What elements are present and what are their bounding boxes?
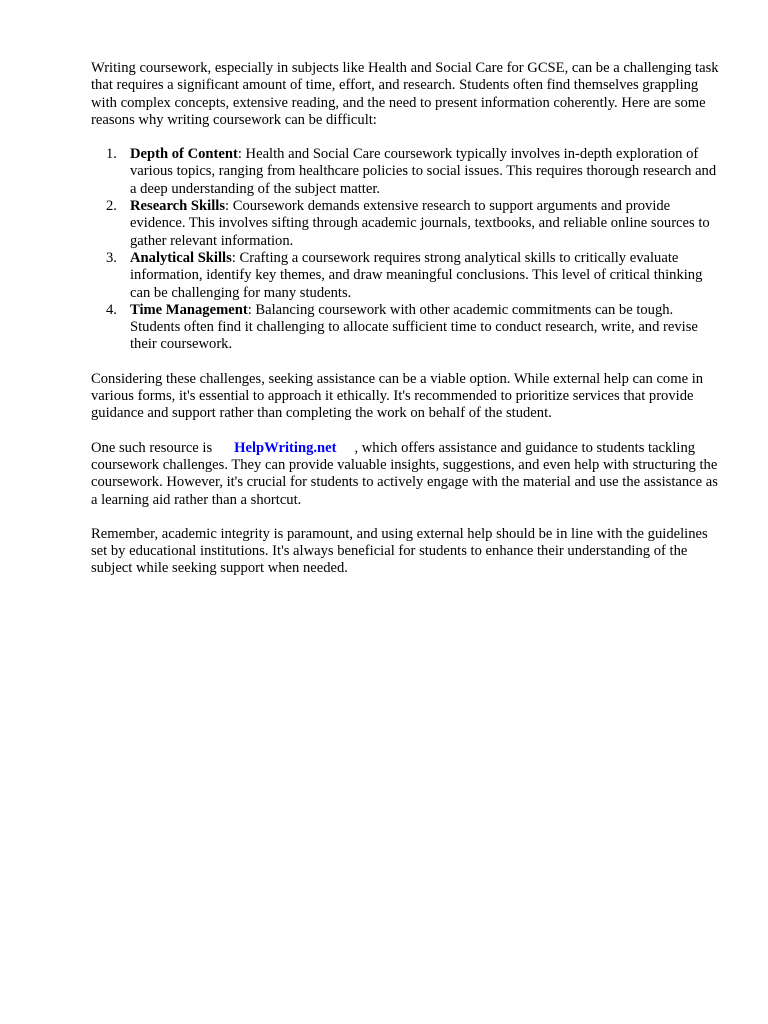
list-item-number: 2.	[106, 198, 117, 215]
list-item-separator: :	[231, 249, 240, 266]
closing-paragraph: Remember, academic integrity is paramount, and using external help should be in line with the guidelines set by educational institutions. It's always beneficial for students to enhance their understanding of the subject while seeking support when needed.	[91, 525, 708, 577]
list-item-term: Research Skills	[130, 198, 226, 215]
list-item-term: Depth of Content	[130, 146, 238, 163]
reasons-list	[91, 146, 721, 354]
list-item	[106, 249, 721, 302]
list-item-separator: :	[225, 198, 233, 215]
helpwriting-link[interactable]: HelpWriting.net	[234, 439, 337, 456]
list-item-term: Analytical Skills	[130, 249, 232, 266]
list-item-number: 1.	[106, 146, 117, 163]
list-item-text: Balancing coursework with other academic commitments can be tough. Students often find it challenging to allocate sufficient time to conduct research, write, and revise their coursework.	[130, 301, 698, 353]
document-page	[91, 60, 721, 578]
list-item-term: Time Management	[130, 301, 248, 318]
list-item	[106, 198, 721, 250]
resource-paragraph	[91, 440, 721, 509]
list-item-text: Health and Social Care coursework typically involves in-depth exploration of various topics, ranging from healthcare policies to social issues. This requires thorough research and a deep understanding of the subject matter.	[130, 146, 717, 197]
resource-text-before: One such resource is	[91, 439, 213, 456]
considering-paragraph: Considering these challenges, seeking assistance can be a viable option. While external help can come in various forms, it's essential to approach it ethically. It's recommended to prioritize services that provide guidance and support rather than completing the work on behalf of the student.	[91, 370, 704, 422]
list-item-text: Coursework demands extensive research to support arguments and provide evidence. This involves sifting through academic journals, textbooks, and reliable online sources to gather relevant information.	[130, 198, 710, 249]
list-item	[106, 301, 721, 354]
resource-text-after: , which offers assistance and guidance to students tackling coursework challenges. They can provide valuable insights, suggestions, and even help with structuring the coursework. However, it's crucial for students to actively engage with the material and use the assistance as a learning aid rather than a shortcut.	[91, 439, 718, 508]
intro-paragraph: Writing coursework, especially in subjects like Health and Social Care for GCSE, can be a challenging task that requires a significant amount of time, effort, and research. Students often find themselves grappling with complex concepts, extensive reading, and the need to present information coherently. Here are some reasons why writing coursework can be difficult:	[91, 60, 719, 128]
list-item-separator: :	[237, 146, 246, 163]
list-item-number: 3.	[106, 249, 117, 266]
list-item-separator: :	[247, 301, 256, 318]
list-item	[106, 146, 721, 198]
list-item-number: 4.	[106, 301, 117, 318]
list-item-text: Crafting a coursework requires strong analytical skills to critically evaluate information, identify key themes, and draw meaningful conclusions. This level of critical thinking can be challenging for many students.	[130, 249, 703, 301]
